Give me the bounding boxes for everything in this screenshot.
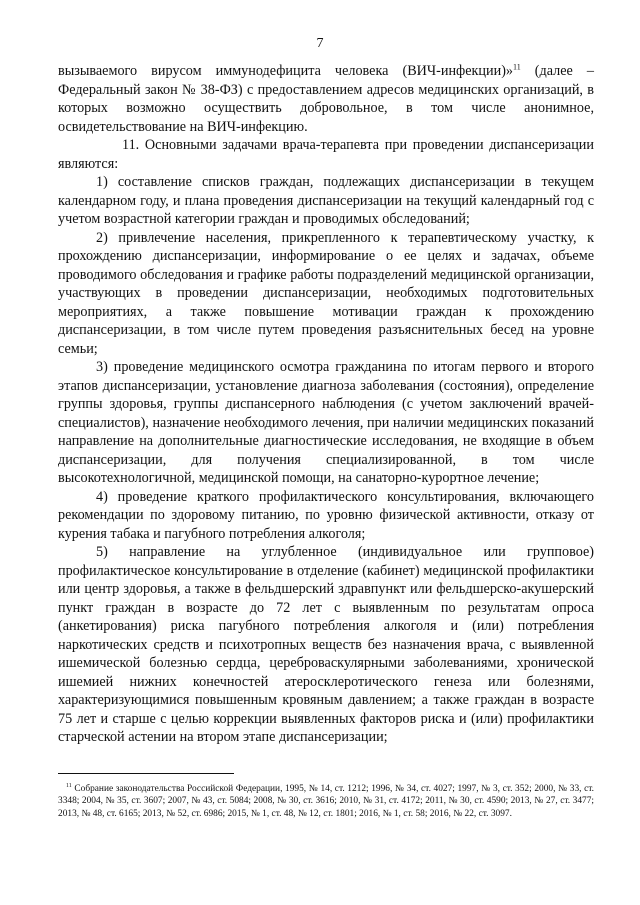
paragraph-continuation [58, 62, 594, 136]
paragraph-11: 11. Основными задачами врача-терапевта при проведении диспансеризации являются: [58, 137, 594, 172]
list-item-4: 4) проведение краткого профилактического консультирования, включающего рекомендации по здоровому питанию, по уровню физической активности, отказу от курения табака и пагубного потребления алкоголя; [58, 488, 594, 542]
list-item-1: 1) составление списков граждан, подлежащих диспансеризации в текущем календарном году, и плана проведения диспансеризации на текущий календарный год с учетом возрастной категории граждан и проводимых обследований; [58, 174, 594, 227]
footnote-text: Собрание законодательства Российской Федерации, 1995, № 14, ст. 1212; 1996, № 34, ст. 4027; 1997, № 3, ст. 352; 2000, № 33, ст. 3348; 2004, № 35, ст. 3607; 2007, № 43, ст. 5084; 2008, № 30, ст. 3616; 2010, № 31, ст. 4172; 2011, № 30, ст. 4590; 2013, № 27, ст. 3477; 2013, № 48, ст. 6165; 2013, № 52, ст. 6986; 2015, № 1, ст. 48, № 12, ст. 1801; 2016, № 1, ст. 58; 2016, № 22, ст. 3097. [58, 784, 594, 819]
list-item-2: 2) привлечение населения, прикрепленного к терапевтическому участку, к прохождению диспансеризации, информирование о ее целях и задачах, объеме проводимого обследования и графике работы подразделений медицинской организации, участвующих в проведении диспансеризации, необходимых подготовительных мероприятиях, а также повышение мотивации граждан к прохождению диспансеризации, в том числе путем проведения разъяснительных бесед на уровне семьи; [58, 229, 594, 357]
body-text [58, 62, 594, 747]
footnote-divider [58, 773, 234, 774]
footnote-marker: 11 [66, 782, 72, 789]
paragraph-continuation-text-end: (далее – Федеральный закон № 38-ФЗ) с предоставлением адресов медицинских организаций, в которых возможно осуществить добровольное, в том числе анонимное, освидетельствование на ВИЧ-инфекцию. [58, 63, 594, 135]
footnote-reference: 11 [513, 62, 521, 72]
list-item-3: 3) проведение медицинского осмотра гражданина по итогам первого и второго этапов диспансеризации, установление диагноза заболевания (состояния), определение группы здоровья, группы диспансерного наблюдения (с учетом заключений врачей-специалистов), назначение необходимого лечения, при наличии медицинских показаний направление на дополнительные диагностические исследования, не входящие в объем диспансеризации, для получения специализированной, в том числе высокотехнологичной, медицинской помощи, на санаторно-курортное лечение; [58, 359, 594, 486]
page-number: 7 [316, 36, 324, 51]
list-item-5: 5) направление на углубленное (индивидуальное или групповое) профилактическое консультирование в отделение (кабинет) медицинской профилактики или центр здоровья, а также в фельдшерский здравпункт или фельдшерско-акушерский пункт граждан в возрасте до 72 лет с выявленным по результатам опроса (анкетирования) риска пагубного потребления алкоголя и (или) потребления наркотических средств и психотропных веществ без назначения врача, с выявленной ишемической болезнью сердца, цереброваскулярными заболеваниями, хронической ишемией нижних конечностей атеросклеротического генеза или болезнями, характеризующимися повышенным кровяным давлением; а также граждан в возрасте 75 лет и старше с целью коррекции выявленных факторов риска и (или) профилактики старческой астении на втором этапе диспансеризации; [58, 544, 594, 745]
footnote [58, 783, 594, 820]
paragraph-continuation-text-start: вызываемого вирусом иммунодефицита человека (ВИЧ-инфекции)» [58, 63, 514, 79]
